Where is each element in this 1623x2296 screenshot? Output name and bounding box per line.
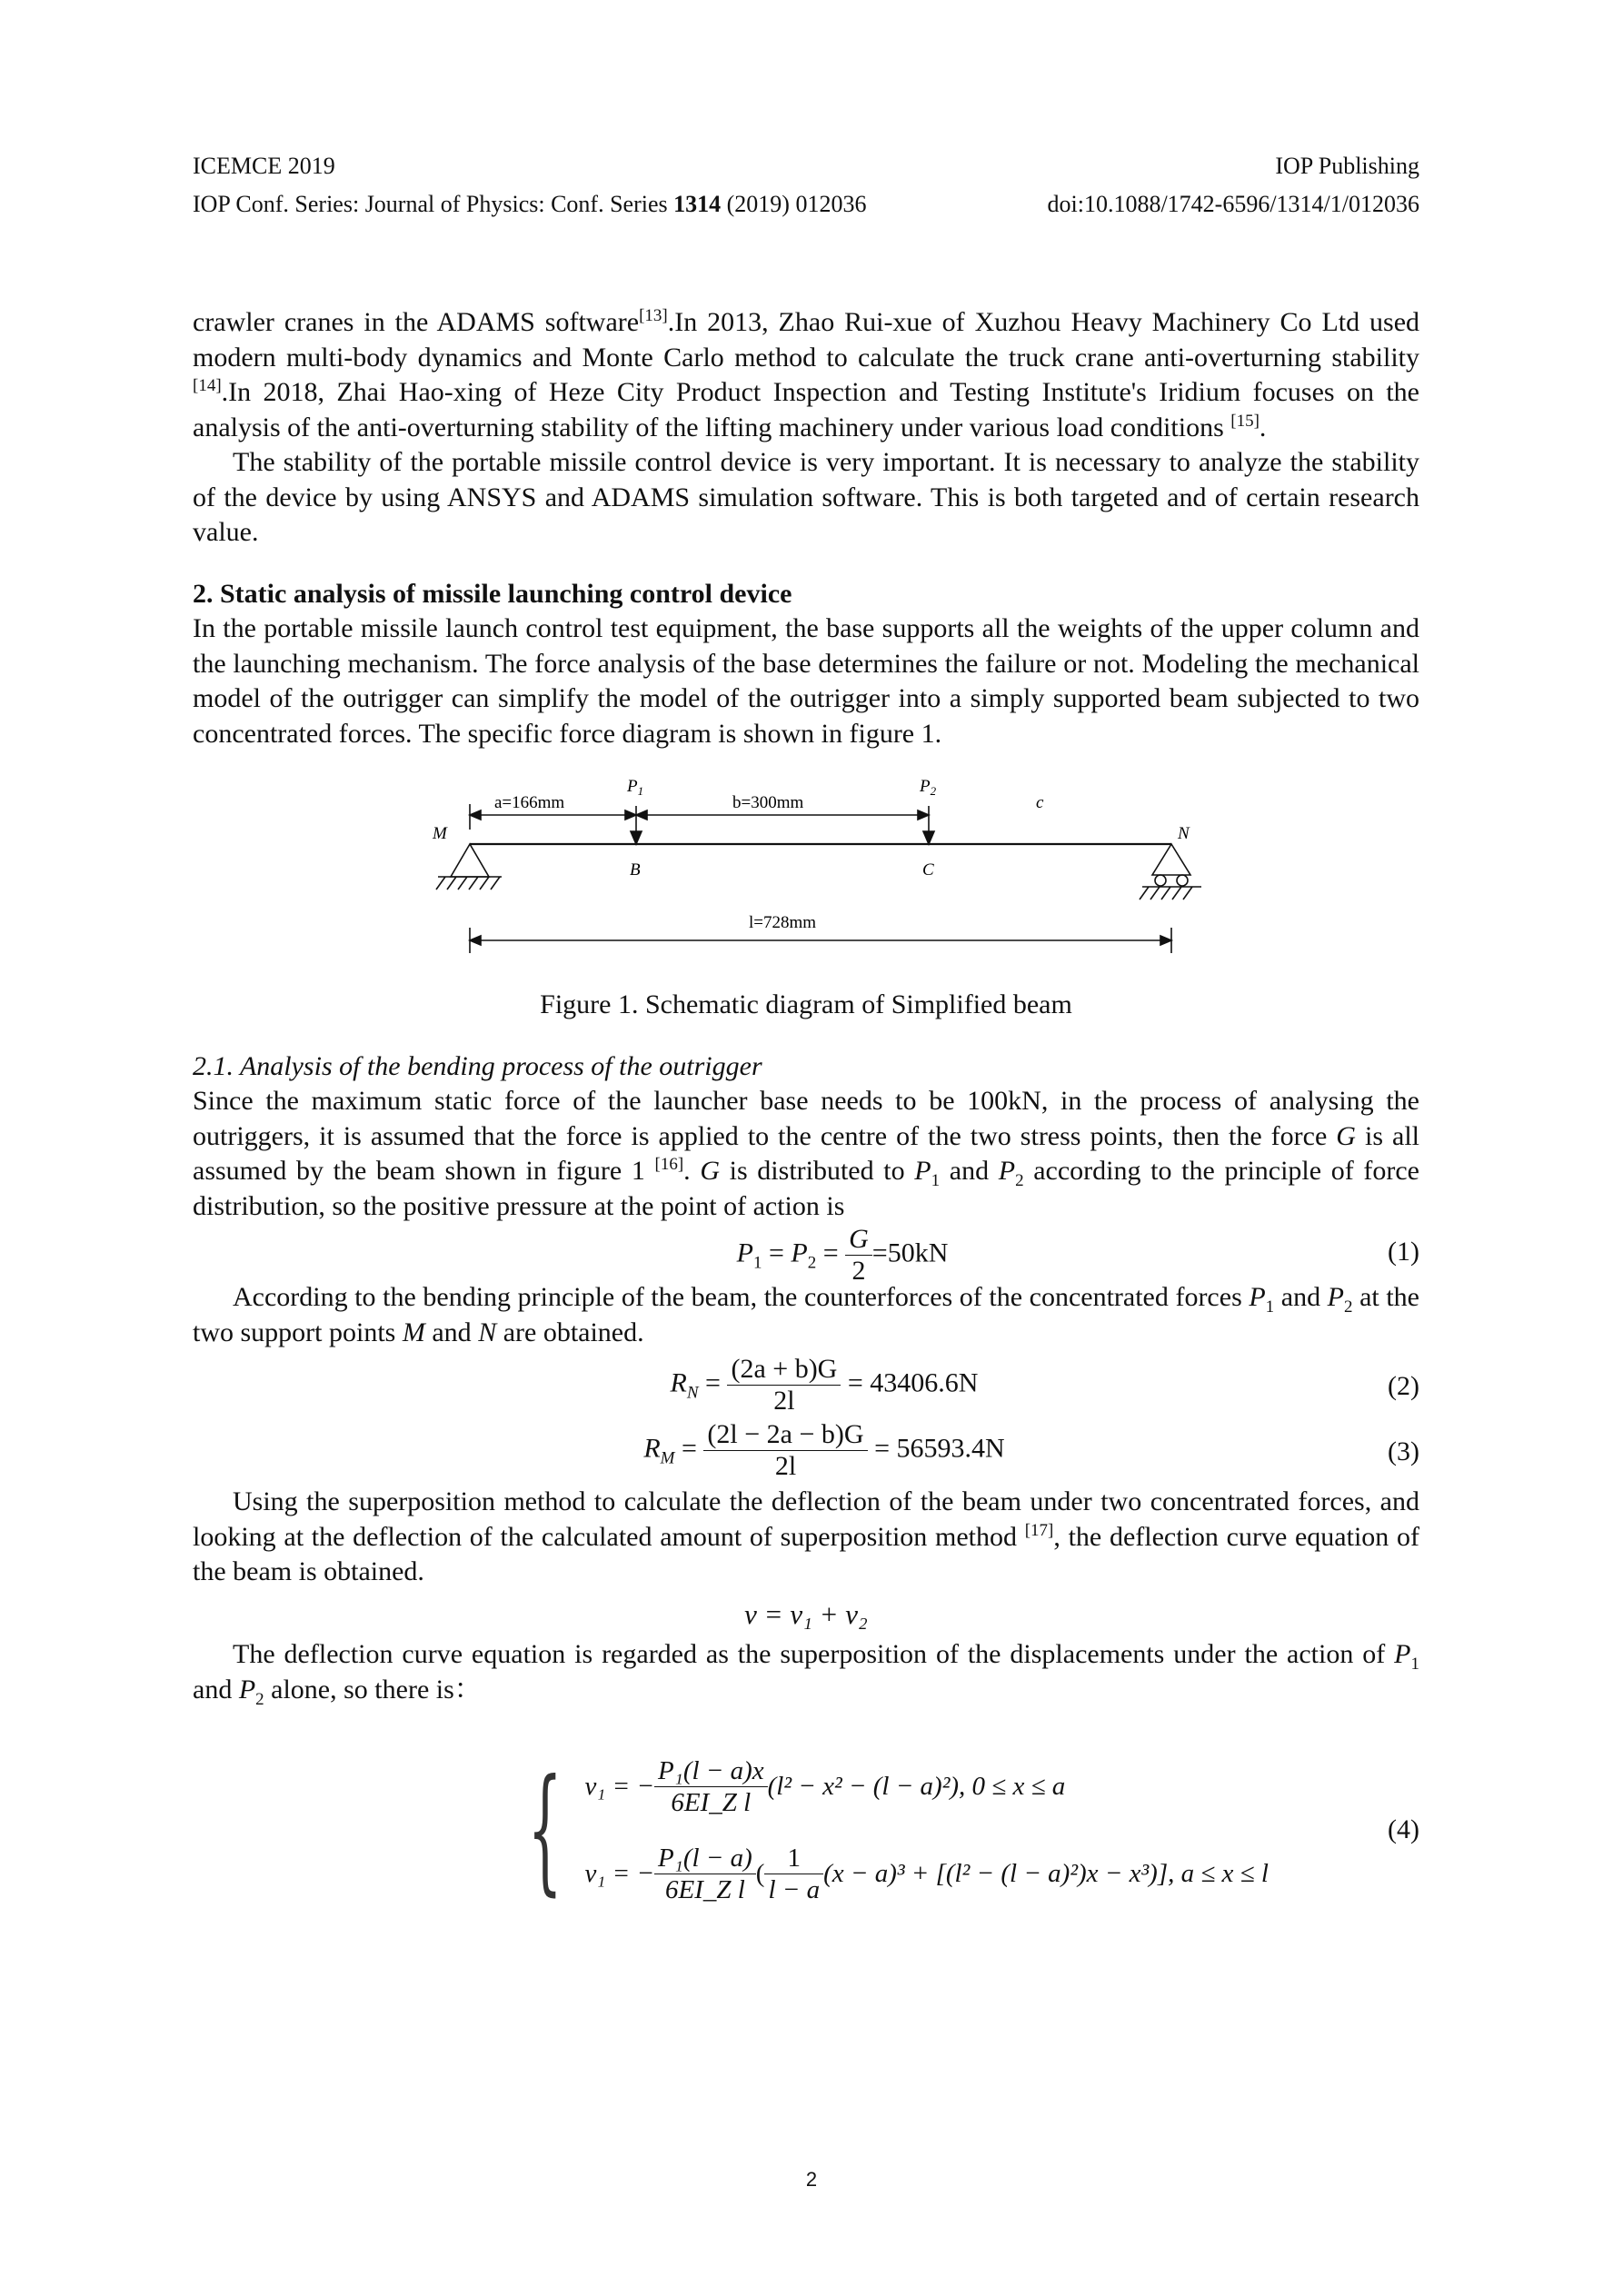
citation-13[interactable]: [13]: [639, 306, 668, 325]
label-point-b: B: [630, 860, 641, 880]
force-p2-arrow: [923, 831, 934, 844]
equation-4: [193, 1734, 1419, 1925]
paragraph-bending: According to the bending principle of the beam, the counterforces of the concentrated forces $P_1$ and $P_2$ at the two support points M and N are obtained.: [193, 1282, 1419, 1347]
eq4-l2-mid-numerator: 1: [764, 1843, 823, 1874]
equation-2: $R_N$ = $\frac{(2a + b)G}{2l}$ = 43406.6N (2): [670, 1354, 1419, 1416]
citation-16[interactable]: [16]: [654, 1155, 684, 1174]
equation-4-system: [502, 1734, 1419, 1925]
label-b: b=300mm: [732, 793, 804, 812]
citation-17[interactable]: [17]: [1024, 1520, 1054, 1540]
label-l: l=728mm: [749, 913, 817, 932]
equation-v-sum: v = v₁ + v₂: [744, 1597, 868, 1630]
roller-left: [1155, 875, 1166, 886]
citation-15[interactable]: [15]: [1230, 411, 1260, 431]
series-volume: 1314: [673, 191, 722, 217]
series-citation: IOP Conf. Series: Journal of Physics: Conf. Series 1314 (2019) 012036: [193, 191, 867, 217]
label-a: a=166mm: [494, 793, 565, 812]
eq4-l2-denominator: 6EI_Z l: [665, 1874, 745, 1904]
roller-right: [1177, 875, 1188, 886]
equation-3: $R_M$ = $\frac{(2l - 2a - b)G}{2l}$ = 56593.4N (3): [643, 1419, 1419, 1481]
paragraph-section-2-1: Since the maximum static force of the launcher base needs to be 100kN, in the process of analysing the outriggers, it is assumed that the force is applied to the centre of the two stress points, then the force G is all assumed by the beam shown in figure 1 [16]. G is distributed to $P_1$ and $P_2$ according to the principle of force distribution, so the positive pressure at the point of action is: [193, 1086, 1419, 1221]
beam-diagram: [193, 779, 1419, 979]
section-heading-2-1: 2.1. Analysis of the bending process of the outrigger: [193, 1050, 762, 1081]
section-heading-2: 2. Static analysis of missile launching control device: [193, 578, 792, 609]
eq4-l2-numerator: P₁(l − a): [654, 1843, 756, 1874]
label-p1: $P_1$: [627, 779, 644, 798]
eq4-l1-denominator: 6EI_Z l: [671, 1787, 752, 1817]
doi-text: doi:10.1088/1742-6596/1314/1/012036: [1047, 191, 1419, 217]
label-n: N: [1178, 824, 1190, 843]
publisher-name: IOP Publishing: [1275, 153, 1419, 179]
label-m: M: [433, 824, 447, 843]
left-brace: {: [527, 1751, 563, 1909]
arrowhead-l-left: [470, 936, 481, 945]
paragraph-superposition: Using the superposition method to calculate the deflection of the beam under two concentrated forces, and looking at the deflection of the calculated amount of superposition method [17], the deflection curve equation of the beam is obtained.: [193, 1486, 1419, 1586]
equation-1-number: (1): [1388, 1236, 1419, 1267]
eq4-l1-numerator: P₁(l − a)x: [654, 1755, 768, 1787]
eq3-numerator: (2l − 2a − b)G: [703, 1419, 867, 1451]
eq3-denominator: 2l: [774, 1451, 797, 1481]
paragraph-intro: crawler cranes in the ADAMS software[13].In 2013, Zhao Rui-xue of Xuzhou Heavy Machinery Co Ltd used modern multi-body dynamics and Monte Carlo method to calculate the truck crane anti-overturning stability [14].In 2018, Zhai Hao-xing of Heze City Product Inspection and Testing Institute's Iridium focuses on the analysis of the anti-overturning stability of the lifting machinery under various load conditions [15].: [193, 306, 1420, 442]
eq2-denominator: 2l: [773, 1386, 795, 1416]
arrowhead-l-right: [1160, 936, 1171, 945]
equation-2-number: (2): [1388, 1370, 1419, 1401]
arrowhead-b-left: [636, 810, 647, 820]
paragraph-stability: The stability of the portable missile control device is very important. It is necessary to analyze the stability of the device by using ANSYS and ADAMS simulation software. This is both targeted and of certain research value.: [193, 447, 1419, 547]
label-c: c: [1036, 793, 1044, 812]
arrowhead-b-right: [918, 810, 929, 820]
label-point-c: C: [922, 860, 934, 880]
figure-1-caption: Figure 1. Schematic diagram of Simplified beam: [540, 989, 1072, 1019]
equation-4-line-2: v₁ = − $\frac{\text{P₁(l − a)}}{\text{6EI\_Z l}}$ ( $\frac{1}{l - a}$ (x − a)³ + [(l² − (l − a)²)x − x³)], a ≤ x ≤ l: [584, 1843, 1269, 1904]
force-p1-arrow: [631, 831, 642, 844]
pin-support-m: [451, 844, 489, 877]
roller-support-n: [1152, 844, 1190, 875]
equation-1: $P_1 = P_2$ = $\frac{G}{2}$ =50kN (1): [736, 1224, 1419, 1286]
body-text: [193, 305, 1419, 1925]
arrowhead-a-left: [470, 810, 481, 820]
paragraph-section-2: In the portable missile launch control test equipment, the base supports all the weights of the upper column and the launching mechanism. The force analysis of the base determines the failure or not. Modeling the mechanical model of the outrigger can simplify the model of the outrigger into a simply supported beam subjected to two concentrated forces. The specific force diagram is shown in figure 1.: [193, 613, 1419, 749]
eq4-l2-mid-denominator: l − a: [768, 1874, 821, 1904]
equation-4-lines: [584, 1743, 1268, 1917]
page-number: 2: [805, 2168, 818, 2191]
conference-name: ICEMCE 2019: [193, 153, 335, 179]
running-header-series: [193, 191, 1419, 218]
running-header-top: [193, 153, 1419, 180]
equation-4-line-1: v₁ = − $\frac{\text{P₁(l − a)x}}{\text{6EI\_Z l}}$ (l² − x² − (l − a)²), 0 ≤ x ≤ a: [584, 1755, 1066, 1817]
equation-3-number: (3): [1388, 1436, 1419, 1466]
paragraph-deflection-curve: The deflection curve equation is regarded as the superposition of the displacements under the action of $P_1$ and $P_2$ alone, so there is：: [193, 1639, 1419, 1709]
citation-14[interactable]: [14]: [193, 376, 222, 395]
equation-4-number: (4): [1388, 1814, 1419, 1844]
eq1-denominator: 2: [851, 1256, 866, 1286]
figure-1: [193, 779, 1419, 979]
eq2-numerator: (2a + b)G: [727, 1354, 841, 1386]
label-p2: $P_2$: [920, 779, 937, 798]
eq1-numerator: G: [845, 1224, 872, 1256]
